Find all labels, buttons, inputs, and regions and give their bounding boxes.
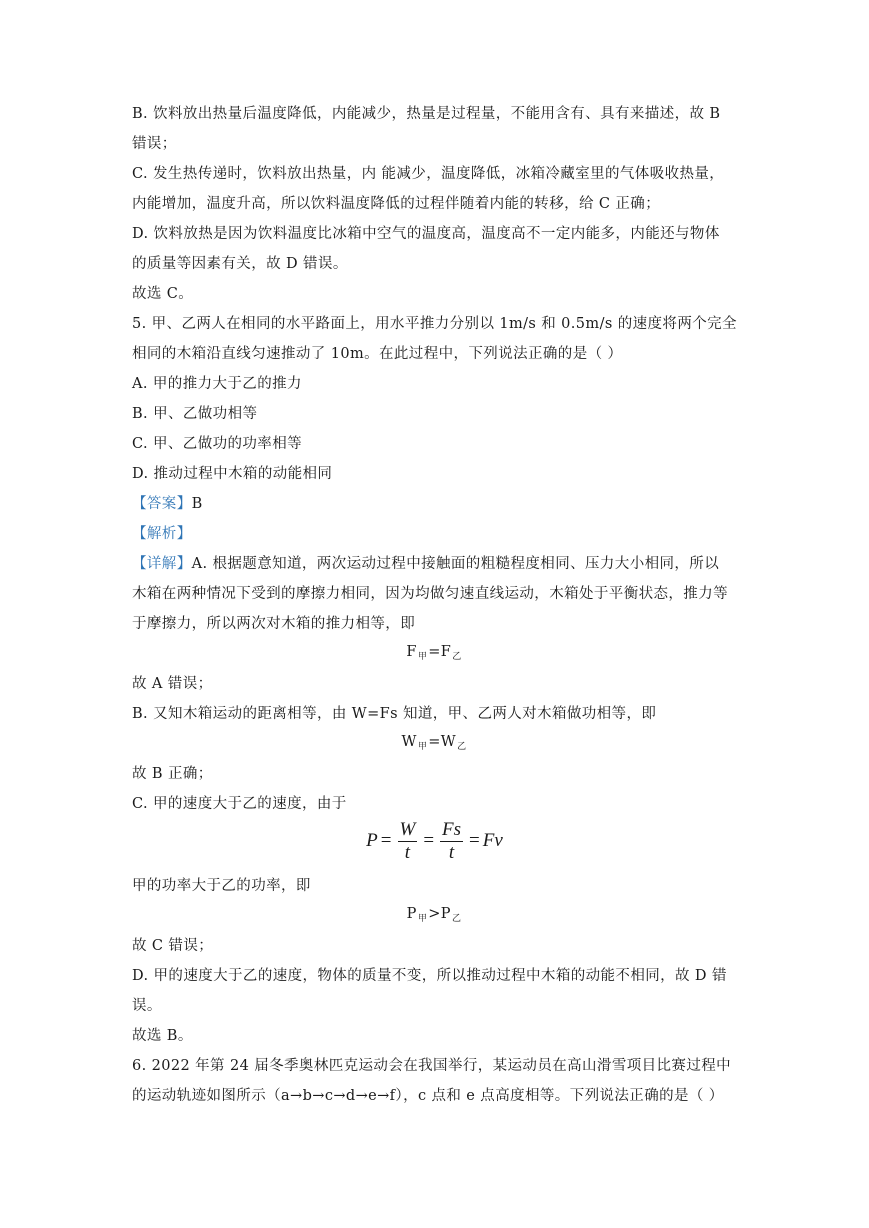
text-line: 误。 — [132, 998, 162, 1014]
question-6-stem: 的运动轨迹如图所示（a→b→c→d→e→f），c 点和 e 点高度相等。下列说法正确的是（ ） — [132, 1088, 724, 1104]
text-line: C. 甲的速度大于乙的速度，由于 — [132, 796, 347, 812]
answer-line — [132, 494, 742, 514]
option-d: D. 推动过程中木箱的动能相同 — [132, 466, 333, 482]
equation-work: $W_甲=W_乙$ — [401, 734, 467, 752]
text-line: B. 又知木箱运动的距离相等，由 W=Fs 知道，甲、乙两人对木箱做功相等，即 — [132, 706, 657, 722]
option-b: B. 甲、乙做功相等 — [132, 406, 258, 422]
equation-force: $F_甲=F_乙$ — [406, 644, 462, 662]
detail-text: A. 根据题意知道，两次运动过程中接触面的粗糙程度相同、压力大小相同，所以 — [191, 556, 720, 572]
text-line: 的质量等因素有关，故 D 错误。 — [132, 256, 348, 272]
analysis-tag: 【解析】 — [132, 526, 192, 542]
question-5-stem: 相同的木箱沿直线匀速推动了 10m。在此过程中，下列说法正确的是（ ） — [132, 346, 623, 362]
text-line: 故 A 错误； — [132, 676, 213, 692]
text-line: B. 饮料放出热量后温度降低，内能减少，热量是过程量，不能用含有、具有来描述，故 B — [132, 106, 721, 122]
option-a: A. 甲的推力大于乙的推力 — [132, 376, 302, 392]
text-line: 甲的功率大于乙的功率，即 — [132, 878, 311, 894]
text-line: 内能增加，温度升高，所以饮料温度降低的过程伴随着内能的转移，给 C 正确； — [132, 196, 661, 212]
detail-tag: 【详解】 — [132, 556, 192, 572]
option-c: C. 甲、乙做功的功率相等 — [132, 436, 302, 452]
text-line: 错误； — [132, 136, 177, 152]
question-6-stem: 6. 2022 年第 24 届冬季奥林匹克运动会在我国举行，某运动员在高山滑雪项目比赛过程中 — [132, 1058, 732, 1074]
text-line: 故 C 错误； — [132, 938, 214, 954]
text-line: 故选 B。 — [132, 1028, 193, 1044]
power-formula: P = $\frac{W}{t}$ = $\frac{Fs}{t}$ = Fv — [366, 818, 503, 863]
analysis-line — [132, 524, 742, 544]
text-line: 故 B 正确； — [132, 766, 213, 782]
detail-line — [132, 554, 742, 574]
answer-tag: 【答案】 — [132, 496, 192, 512]
text-line: C. 发生热传递时，饮料放出热量，内 能减少，温度降低，冰箱冷藏室里的气体吸收热量， — [132, 166, 725, 182]
text-line: D. 饮料放热是因为饮料温度比冰箱中空气的温度高，温度高不一定内能多，内能还与物体 — [132, 226, 720, 242]
answer-value: B — [191, 496, 203, 512]
text-line: D. 甲的速度大于乙的速度，物体的质量不变，所以推动过程中木箱的动能不相同，故 D 错 — [132, 968, 727, 984]
question-5-stem: 5. 甲、乙两人在相同的水平路面上，用水平推力分别以 1m/s 和 0.5m/s 的速度将两个完全 — [132, 316, 737, 332]
text-line: 故选 C。 — [132, 286, 194, 302]
text-line: 木箱在两种情况下受到的摩擦力相同，因为均做匀速直线运动，木箱处于平衡状态，推力等 — [132, 586, 728, 602]
text-line: 于摩擦力，所以两次对木箱的推力相等，即 — [132, 616, 416, 632]
equation-power: $P_甲>P_乙$ — [406, 906, 462, 924]
